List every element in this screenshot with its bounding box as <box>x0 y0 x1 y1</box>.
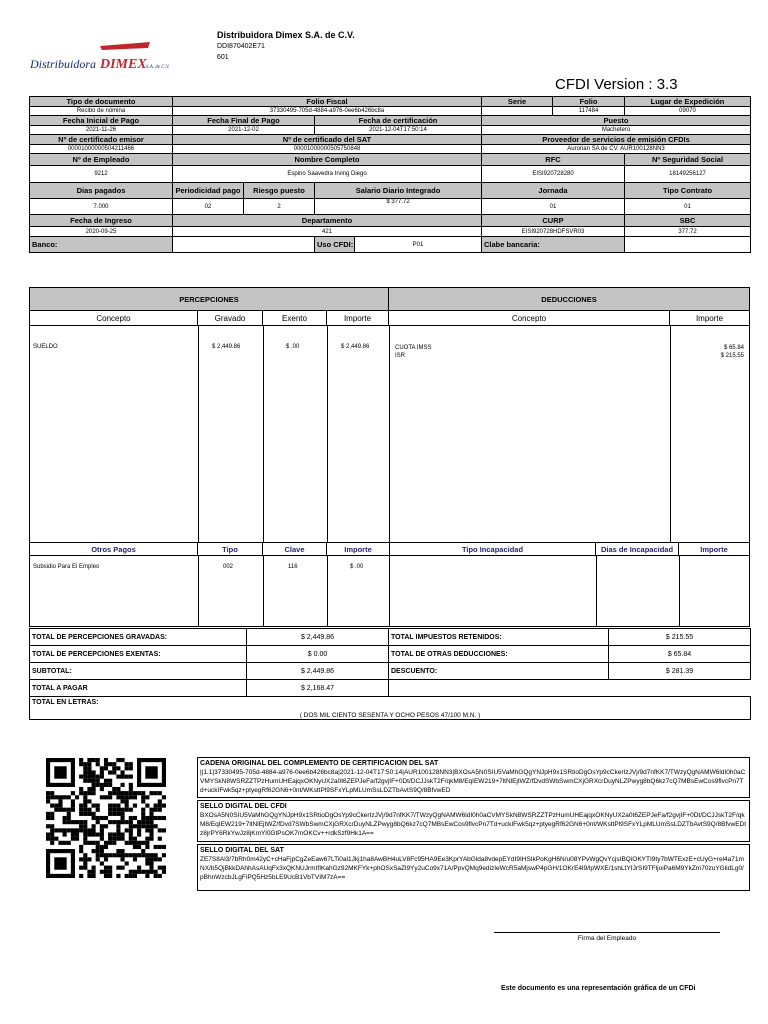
value-cert-sat: 00001000000505750848 <box>173 145 482 154</box>
perc-importe: $ 2,449.86 <box>341 344 370 350</box>
value-fecha-inicial: 2021-11-26 <box>30 126 173 135</box>
value-impuestos-retenidos: $ 215.55 <box>609 629 751 646</box>
label-fecha-certificacion: Fecha de certificación <box>315 116 482 126</box>
value-salario-diario: $ 377.72 <box>315 199 482 215</box>
label-fecha-inicial: Fecha Inicial de Pago <box>30 116 173 126</box>
value-proveedor: Aurorian SA de CV. AUR100128NN3 <box>482 145 751 154</box>
value-lugar-expedicion: 09070 <box>625 107 751 116</box>
footer-note: Este documento es una representación gráfica de un CFDi <box>501 985 696 992</box>
label-total-letras: TOTAL EN LETRAS: <box>32 699 99 706</box>
divider <box>263 326 264 542</box>
label-tipo-contrato: Tipo Contrato <box>625 183 751 199</box>
value-fecha-ingreso: 2020-09-25 <box>30 227 173 237</box>
value-dias-pagados: 7.000 <box>30 199 173 215</box>
value-banco <box>173 237 315 253</box>
empty-cell <box>389 680 751 697</box>
label-total-exentas: TOTAL DE PERCEPCIONES EXENTAS: <box>30 646 247 663</box>
value-nombre: Espino Saavedra Irving Diego <box>173 166 482 183</box>
sello-sat-title: SELLO DIGITAL DEL SAT <box>200 847 284 854</box>
value-departamento: 421 <box>173 227 482 237</box>
svg-text:DIMEX: DIMEX <box>100 57 147 72</box>
value-cert-emisor: 00001000000504211466 <box>30 145 173 154</box>
perc-exento: $ .00 <box>286 344 300 350</box>
svg-text:S.A. de C.V.: S.A. de C.V. <box>146 65 170 70</box>
divider <box>670 326 671 542</box>
otros-clave: 116 <box>288 564 298 570</box>
label-descuento: DESCUENTO: <box>389 663 609 680</box>
value-fecha-certificacion: 2021-12-04T17:50:14 <box>315 126 482 135</box>
value-riesgo: 2 <box>244 199 315 215</box>
value-sbc: 377.72 <box>625 227 751 237</box>
percepciones-title: PERCEPCIONES <box>30 288 389 311</box>
signature-line <box>494 932 720 933</box>
value-otras-deducciones: $ 65.84 <box>609 646 751 663</box>
col-importe-ded: Importe <box>670 311 749 326</box>
col-concepto: Concepto <box>30 311 198 326</box>
label-curp: CURP <box>482 215 625 227</box>
value-serie <box>482 107 553 116</box>
label-nss: Nº Seguridad Social <box>625 154 751 166</box>
label-sbc: SBC <box>625 215 751 227</box>
divider <box>389 326 390 626</box>
col-tipo-incapacidad: Tipo Incapacidad <box>389 543 596 556</box>
value-folio-fiscal: 37330495-705d-4884-a976-0ee6b426bc8a <box>173 107 482 116</box>
label-cert-emisor: Nº de certificado emisor <box>30 135 173 145</box>
otros-tipo: 002 <box>223 564 234 570</box>
company-rfc: DDI870402E71 <box>217 43 265 50</box>
col-exento: Exento <box>263 311 327 326</box>
value-total-exentas: $ 0.00 <box>247 646 389 663</box>
total-letras-cell <box>30 697 751 720</box>
col-gravado: Gravado <box>198 311 263 326</box>
col-tipo: Tipo <box>198 543 263 556</box>
sello-sat-text: ZE7S8Al3/7bRh0m42yC+cHaFjpCgZeEaw67LTi0al1Jkj1ha8AwBH4uLV8Fc95HA9Ee3KprYAbGlda8vdepEYdI9IHSIkPoKgH6N/u08YPvWgQvYcjsIBQiOKYTI9ty7bWTExzE+cUyG+rel4a71mNX/b5QjBkkDAhhAsAUqFx3xQKNUJrmIfIKahGz92MKFYk+phOSxSaZl9Yy2uCo9x71A/PpvQMq9edizIeWcR5aMjswP4pGH/1OKrE4l9/lpWXE/1shLtYIJrSI9TFljoiPa6M9YkZm70zuYGlidLg0/pBhnWzcbJLgFiPQ5Hz5bLE9UcB1VbTVIM7zA== <box>200 856 744 881</box>
divider <box>679 556 680 626</box>
divider <box>198 326 199 542</box>
regimen-fiscal: 601 <box>217 54 229 61</box>
sello-cfdi-text: BXOsA5N0SIU5VaMhGQgYNJpH9x1SRtioDgOsYp9cCkerIzJVj/9d7nfKK7/TWzyQgNAMW6ldI0h0aCVMYSkN8WSRZZTPzHumUHEajqxOKNyUX2a0t6ZEPJeFa/f2gvjIF+0Dt/DCJJskT2F/qkM8/EqIEW219+7ltNlEjtWZ/fDvd7SWbSwmCXjGRXcrDuyNLZPwyg8bQ6kz7cQ7MBsEwCos9flvcPn7Td+uckIFwk5qz+ptyegRf62GN6+0nt/WKsttPl9SFxYLpMLUmSsLDZTbAvtS9Q/8BfvwEDtz8jrPY6RkYwJz8jKmYl0GtPsOK7mOKCv++rdkSzf9Hk1A== <box>200 812 747 837</box>
value-subtotal: $ 2,449.86 <box>247 663 389 680</box>
label-fecha-final: Fecha Final de Pago <box>173 116 315 126</box>
value-jornada: 01 <box>482 199 625 215</box>
cadena-original-title: CADENA ORIGINAL DEL COMPLEMENTO DE CERTIFICACION DEL SAT <box>200 760 439 767</box>
col-clave: Clave <box>263 543 327 556</box>
label-periodicidad: Periodicidad pago <box>173 183 244 199</box>
perc-gravado: $ 2,449.86 <box>212 344 241 350</box>
label-clabe: Clabe bancaria: <box>482 237 625 253</box>
value-rfc: EISI920728280 <box>482 166 625 183</box>
label-fecha-ingreso: Fecha de Ingreso <box>30 215 173 227</box>
label-puesto: Puesto <box>482 116 751 126</box>
divider <box>263 556 264 626</box>
value-clabe <box>625 237 751 253</box>
label-dias-pagados: Dias pagados <box>30 183 173 199</box>
qr-code <box>46 758 166 878</box>
label-cert-sat: Nº de certificado del SAT <box>173 135 482 145</box>
value-total-letras: ( DOS MIL CIENTO SESENTA Y OCHO PESOS 47/100 M.N. ) <box>299 712 481 719</box>
ded-conceptos: CUOTA IMSS ISR <box>395 345 432 359</box>
svg-text:Distribuidora: Distribuidora <box>30 57 97 71</box>
col-importe-incap: Importe <box>679 543 749 556</box>
value-tipo-documento: Recibo de nómina <box>30 107 173 116</box>
dimex-logo-icon <box>30 40 190 80</box>
value-fecha-final: 2021-12-02 <box>173 126 315 135</box>
label-folio: Folio <box>553 97 625 107</box>
cfdi-version: CFDI Version : 3.3 <box>555 76 678 93</box>
value-total-pagar: $ 2,168.47 <box>247 680 389 697</box>
company-logo <box>30 40 190 80</box>
totals-table <box>29 628 751 720</box>
col-otros-pagos: Otros Pagos <box>30 543 198 556</box>
sello-sat-box <box>197 844 750 891</box>
value-uso-cfdi: P01 <box>355 237 482 253</box>
value-descuento: $ 281.39 <box>609 663 751 680</box>
ded-importes: $ 65.84 $ 215.55 <box>720 345 744 359</box>
label-banco: Banco: <box>30 237 173 253</box>
label-serie: Serie <box>482 97 553 107</box>
label-tipo-documento: Tipo de documento <box>30 97 173 107</box>
divider <box>327 556 328 626</box>
label-folio-fiscal: Folio Fiscal <box>173 97 482 107</box>
label-total-gravadas: TOTAL DE PERCEPCIONES GRAVADAS: <box>30 629 247 646</box>
perc-concepto: SUELDO <box>33 344 58 350</box>
label-total-pagar: TOTAL A PAGAR <box>30 680 247 697</box>
value-total-gravadas: $ 2,449.86 <box>247 629 389 646</box>
company-name: Distribuidora Dimex S.A. de C.V. <box>217 30 355 40</box>
label-rfc: RFC <box>482 154 625 166</box>
firma-label: Firma del Empleado <box>577 935 637 942</box>
concepts-box <box>29 287 750 627</box>
label-jornada: Jornada <box>482 183 625 199</box>
col-importe-otros: Importe <box>327 543 389 556</box>
col-dias-incapacidad: Dias de Incapacidad <box>596 543 679 556</box>
divider <box>198 556 199 626</box>
otros-concepto: Subsidio Para El Empleo <box>33 564 100 570</box>
cadena-original-text: ||1.1|37330495-705d-4884-a976-0ee6b426bc8a|2021-12-04T17:50:14|AUR100128NN3|BXOsA5N0SIU5VaMhGQgYNJpH9x1SRtioDgOsYp9cCkerIzJVj/9d7nfKK7/TWzyQgNAMW6ldI0h0aCVMYSkN8WSRZZTPzHumUHEajqxOKNyUX2a0t6ZEPJeFa/f2gvjIF+0Dt/DCJJskT2F/qkM8/EqIEW219+7ltNlEjtWZ/fDvdSWbSwmCXjGRXcrDuyNLZPwyg8bQ6kz7cQ7MBsEwCos9flvcPn7Td+uckIFwk5qz+ptyegRf62GN6+0nt/WKsttPl9SFxYLpMLUmSsLDZTbAvtS9Q/8BfvwED <box>200 769 746 794</box>
divider <box>327 326 328 542</box>
value-curp: EISI920728HDFSVR03 <box>482 227 625 237</box>
col-concepto-ded: Concepto <box>389 311 670 326</box>
label-riesgo: Riesgo puesto <box>244 183 315 199</box>
cadena-original-box <box>197 757 750 798</box>
label-lugar-expedicion: Lugar de Expedición <box>625 97 751 107</box>
value-puesto: Machetero <box>482 126 751 135</box>
sello-cfdi-box <box>197 800 750 842</box>
otros-importe: $ .00 <box>350 564 364 570</box>
value-num-empleado: 9212 <box>30 166 173 183</box>
label-num-empleado: Nº de Empleado <box>30 154 173 166</box>
value-tipo-contrato: 01 <box>625 199 751 215</box>
label-departamento: Departamento <box>173 215 482 227</box>
label-salario-diario: Salario Diario Integrado <box>315 183 482 199</box>
value-periodicidad: 02 <box>173 199 244 215</box>
label-impuestos-retenidos: TOTAL IMPUESTOS RETENIDOS: <box>389 629 609 646</box>
value-nss: 18149256127 <box>625 166 751 183</box>
label-subtotal: SUBTOTAL: <box>30 663 247 680</box>
label-nombre: Nombre Completo <box>173 154 482 166</box>
sello-cfdi-title: SELLO DIGITAL DEL CFDI <box>200 803 287 810</box>
divider <box>596 556 597 626</box>
label-uso-cfdi: Uso CFDI: <box>315 237 355 253</box>
value-folio: 117484 <box>553 107 625 116</box>
col-importe-perc: Importe <box>327 311 389 326</box>
info-table <box>29 96 751 253</box>
label-otras-deducciones: TOTAL DE OTRAS DEDUCCIONES: <box>389 646 609 663</box>
label-proveedor: Proveedor de servicios de emisión CFDIs <box>482 135 751 145</box>
deducciones-title: DEDUCCIONES <box>389 288 749 311</box>
